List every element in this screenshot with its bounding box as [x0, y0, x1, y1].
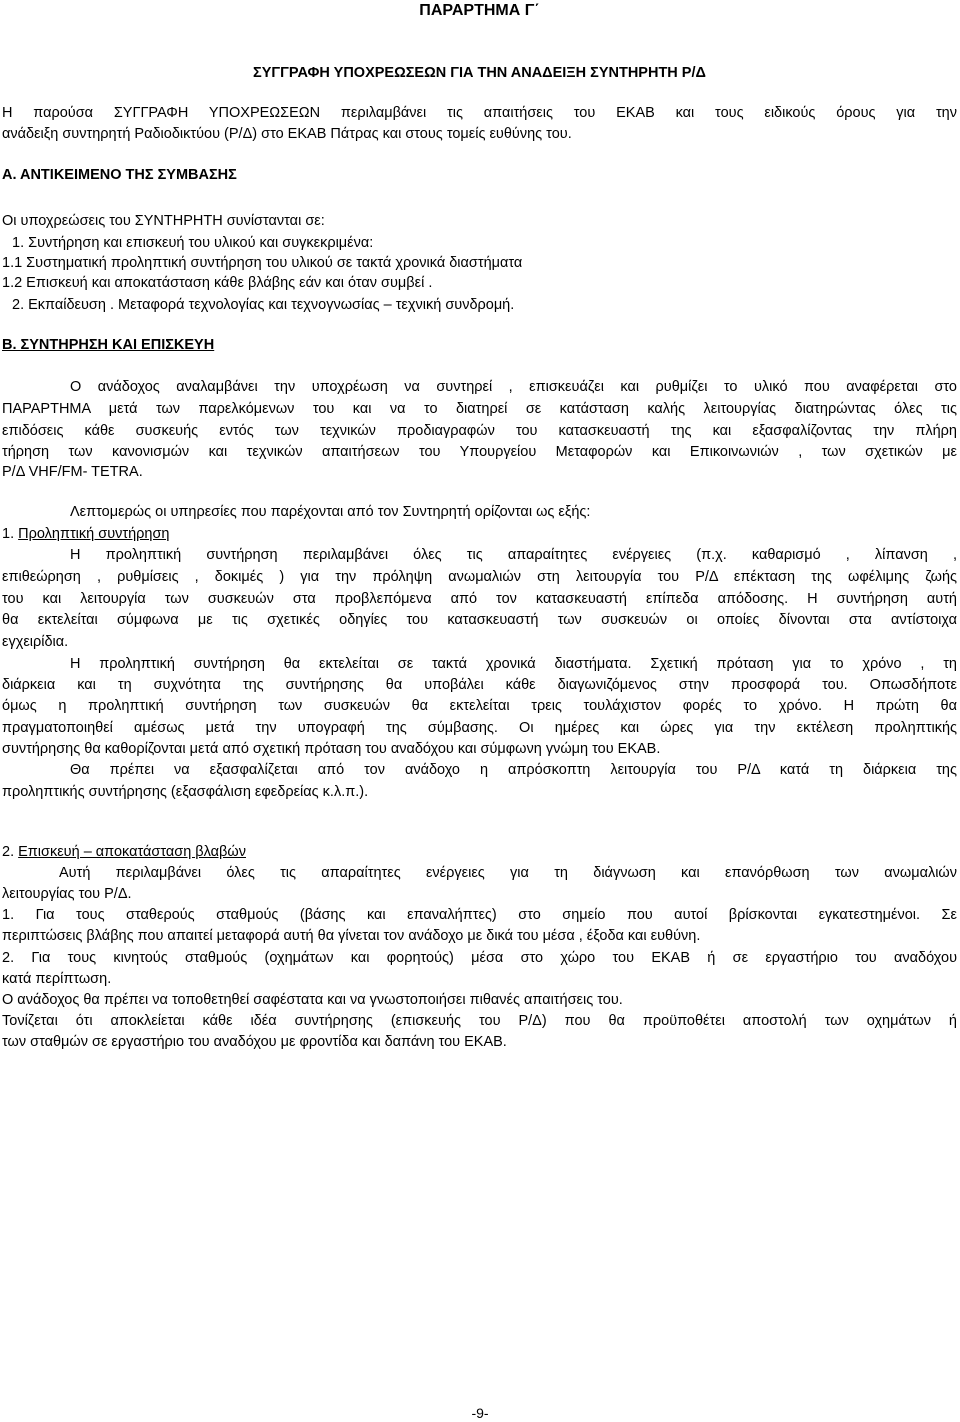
intro-line-1: Η παρούσα ΣΥΓΓΡΑΦΗ ΥΠΟΧΡΕΩΣΕΩΝ περιλαμβάνει τις απαιτήσεις του ΕΚΑΒ και τους ειδικούς όρους για την: [2, 105, 957, 121]
item-1-line: συντήρησης θα καθορίζονται μετά από σχετική πρόταση του αναδόχου και σύμφωνη γνώμη του ΕΚΑΒ.: [2, 741, 661, 757]
item-2-number: 2.: [2, 844, 19, 860]
item-2-line: λειτουργίας του Ρ/Δ.: [2, 886, 132, 902]
item-1-heading: [2, 525, 170, 543]
section-a-line: 1. Συντήρηση και επισκευή του υλικού και συγκεκριμένα:: [12, 235, 374, 251]
section-b-paragraph-line: Ρ/Δ VHF/FM- TETRA.: [2, 464, 143, 480]
section-b-paragraph-line: επιδόσεις κάθε συσκευής εντός των τεχνικών προδιαγραφών του κατασκευαστή της και εξασφαλίζοντας την πλήρη: [2, 423, 957, 439]
item-1-number: 1.: [2, 526, 19, 542]
section-b-paragraph-line: ΠΑΡΑΡΤΗΜΑ μετά των παρελκόμενων του και να το διατηρεί σε κατάσταση καλής λειτουργίας διατηρώντας όλες τις: [2, 401, 957, 417]
item-1-line: εγχειρίδια.: [2, 634, 69, 650]
services-intro: Λεπτομερώς οι υπηρεσίες που παρέχονται από τον Συντηρητή ορίζονται ως εξής:: [70, 504, 591, 520]
item-2-line: κατά περίπτωση.: [2, 971, 112, 987]
document-title: ΣΥΓΓΡΑΦΗ ΥΠΟΧΡΕΩΣΕΩΝ ΓΙΑ ΤΗΝ ΑΝΑΔΕΙΞΗ ΣΥΝΤΗΡΗΤΗ Ρ/Δ: [253, 65, 706, 81]
appendix-title: ΠΑΡΑΡΤΗΜΑ Γ΄: [419, 2, 540, 19]
item-2-line: περιπτώσεις βλάβης που απαιτεί μεταφορά αυτή θα γίνεται τον ανάδοχο με δικά του μέσα , έξοδα και ευθύνη.: [2, 928, 701, 944]
item-2-title: Επισκευή – αποκατάσταση βλαβών: [18, 844, 246, 860]
section-b-paragraph-line: τήρηση των κανονισμών και τεχνικών απαιτήσεων του Υπουργείου Μεταφορών και Επικοινωνιών , των σχετικών με: [2, 444, 957, 460]
section-b-paragraph-line: Ο ανάδοχος αναλαμβάνει την υποχρέωση να συντηρεί , επισκευάζει και ρυθμίζει το υλικό που αναφέρεται στο: [70, 379, 957, 395]
item-1-line: Η προληπτική συντήρηση περιλαμβάνει όλες τις απαραίτητες ενέργειες (π.χ. καθαρισμό , λίπανση ,: [70, 547, 957, 563]
item-1-line: Θα πρέπει να εξασφαλίζεται από τον ανάδοχο η απρόσκοπτη λειτουργία του Ρ/Δ κατά τη διάρκεια της: [70, 762, 957, 778]
item-1-line: Η προληπτική συντήρηση θα εκτελείται σε τακτά χρονικά διαστήματα. Σχετική πρόταση για το χρόνο , τη: [70, 656, 957, 672]
section-a-line: 1.1 Συστηματική προληπτική συντήρηση του υλικού σε τακτά χρονικά διαστήματα: [2, 255, 523, 271]
item-2-heading: [2, 843, 246, 861]
item-2-line: 2. Για τους κινητούς σταθμούς (οχημάτων και φορητούς) μέσα στο χώρο του ΕΚΑΒ ή σε εργαστήριο του αναδόχου: [2, 950, 957, 966]
item-2-line: Αυτή περιλαμβάνει όλες τις απαραίτητες ενέργειες για τη διάγνωση και επανόρθωση των ανωμαλιών: [59, 865, 957, 881]
item-2-line: 1. Για τους σταθερούς σταθμούς (βάσης και επαναλήπτες) στο σημείο που αυτοί βρίσκονται εγκατεστημένοι. Σε: [2, 907, 957, 923]
item-2-line: Ο ανάδοχος θα πρέπει να τοποθετηθεί σαφέστατα και να γνωστοποιήσει πιθανές απαιτήσεις του.: [2, 992, 623, 1008]
item-2-line: Τονίζεται ότι αποκλείεται κάθε ιδέα συντήρησης (επισκευής του Ρ/Δ) που θα προϋποθέτει αποστολή των οχημάτων ή: [2, 1013, 957, 1029]
item-2-line: των σταθμών σε εργαστήριο του αναδόχου με φροντίδα και δαπάνη του ΕΚΑΒ.: [2, 1034, 507, 1050]
section-a-line: 2. Εκπαίδευση . Μεταφορά τεχνολογίας και τεχνογνωσίας – τεχνική συνδρομή.: [12, 297, 515, 313]
section-b-heading-text: Β. ΣΥΝΤΗΡΗΣΗ ΚΑΙ ΕΠΙΣΚΕΥΗ: [2, 337, 215, 353]
page-number: -9-: [471, 1405, 489, 1421]
item-1-line: όμως η προληπτική συντήρηση των συσκευών θα εκτελείται τρεις τουλάχιστον φορές το χρόνο. Η πρώτη θα: [2, 698, 957, 714]
section-a-heading: Α. ΑΝΤΙΚΕΙΜΕΝΟ ΤΗΣ ΣΥΜΒΑΣΗΣ: [2, 167, 237, 183]
item-1-line: προληπτικής συντήρησης (εξασφάλιση εφεδρείας κ.λ.π.).: [2, 784, 369, 800]
section-a-line: 1.2 Επισκευή και αποκατάσταση κάθε βλάβης εάν και όταν συμβεί .: [2, 275, 433, 291]
item-1-line: πραγματοποιηθεί αμέσως μετά την υπογραφή της σύμβασης. Οι ημέρες και ώρες για την εκτέλεση προληπτικής: [2, 720, 957, 736]
item-1-line: επιθεώρηση , ρυθμίσεις , δοκιμές ) για την πρόληψη ανωμαλιών στη λειτουργία του Ρ/Δ επέκταση της ωφέλιμης ζωής: [2, 569, 957, 585]
section-a-line: Οι υποχρεώσεις του ΣΥΝΤΗΡΗΤΗ συνίστανται σε:: [2, 213, 325, 229]
intro-line-2: ανάδειξη συντηρητή Ραδιοδικτύου (Ρ/Δ) στο ΕΚΑΒ Πάτρας και στους τομείς ευθύνης του.: [2, 126, 572, 142]
item-1-line: διάρκεια και τη συχνότητα της συντήρησης θα υποβάλει κάθε διαγωνιζόμενος στην προσφορά του. Οπωσδήποτε: [2, 677, 957, 693]
item-1-line: του και λειτουργία των συσκευών στα προβλεπόμενα από τον κατασκευαστή επίπεδα απόδοσης. Η συντήρηση αυτή: [2, 591, 957, 607]
section-b-heading: [2, 336, 214, 354]
item-1-title: Προληπτική συντήρηση: [18, 526, 170, 542]
item-1-line: θα εκτελείται σύμφωνα με τις σχετικές οδηγίες του κατασκευαστή των συσκευών οι οποίες δίνονται στα αντίστοιχα: [2, 612, 957, 628]
